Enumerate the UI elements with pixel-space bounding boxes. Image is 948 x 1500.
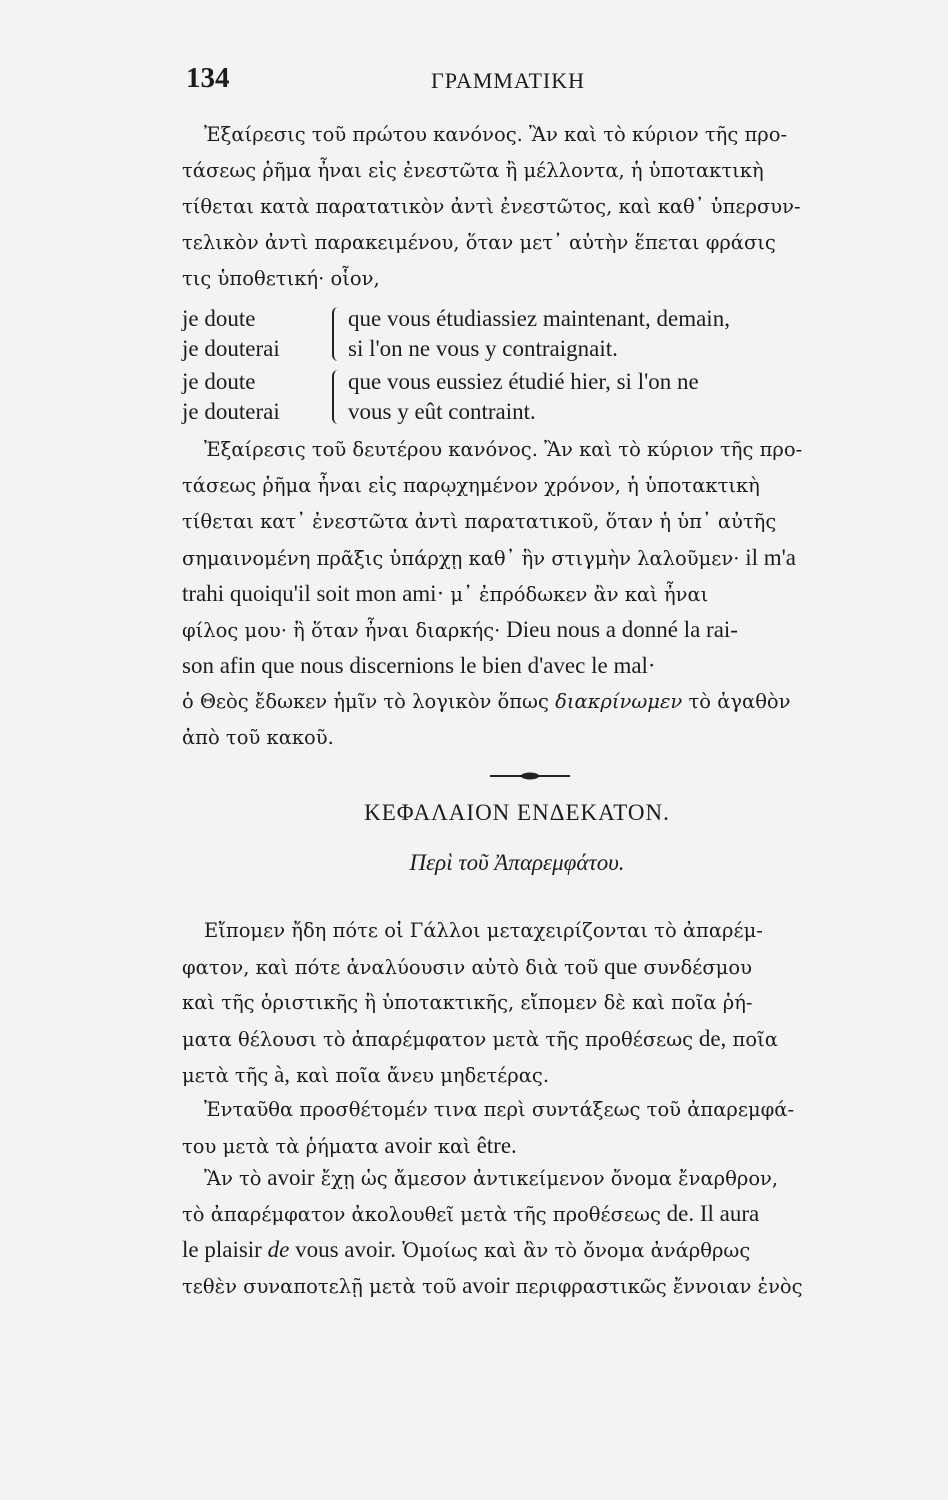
text-line [182,1268,852,1304]
paragraph-exception-second-rule [182,432,852,756]
paragraph-exception-first-rule [182,117,852,297]
chapter-title: ΚΕΦΑΛΑΙΟΝ ΕΝΔΕΚΑΤΟΝ. [364,800,670,825]
chapter-subtitle: Περὶ τοῦ Ἀπαρεμφάτου. [409,850,625,875]
greek-text: ἔχῃ ὡς ἄμεσον ἀντικείμενον ὄνομα ἔναρθρον, [314,1167,779,1190]
greek-text: Ὁμοίως καὶ ἂν τὸ ὄνομα ἀνάρθρως [396,1239,751,1262]
french-text: avoir [261,1165,315,1190]
italic-text: διακρίνωμεν [548,690,683,713]
text-line [182,1232,852,1268]
example-clause: vous y eût contraint. [348,399,536,424]
greek-text: σημαινομένη πρᾶξις ὑπάρχῃ καθ᾽ ἣν στιγμὴν λαλοῦμεν· [182,547,740,570]
french-text: de, [693,1026,727,1051]
paragraph-avoir-rule [182,1160,852,1304]
french-text: son afin que nous discernions le bien d'avec le mal· [182,653,656,678]
text-line: τάσεως ῥῆμα ἦναι εἰς παρῳχημένον χρόνον, ἡ ὑποτακτικὴ [182,474,760,497]
text-line: Ἐνταῦθα προσθέτομέν τινα περὶ συντάξεως τοῦ ἀπαρεμφά- [204,1098,795,1121]
text-line [182,684,852,720]
page-number: 134 [186,62,230,94]
paragraph-infinitive-intro [182,913,852,1093]
text-line [182,1021,852,1057]
text-line [182,1128,852,1164]
french-text: avoir [456,1273,510,1298]
text-line [182,576,852,612]
example-verb: je douterai [182,336,280,361]
text-line: καὶ τῆς ὁριστικῆς ἢ ὑποτακτικῆς, εἴπομεν δὲ καὶ ποῖα ῥή- [182,991,753,1014]
greek-text: τὸ ἀπαρέμφατον ἀκολουθεῖ μετὰ τῆς προθέσεως [182,1203,661,1226]
example-verb: je doute [182,369,256,394]
text-line: τελικὸν ἀντὶ παρακειμένου, ὅταν μετ᾽ αὐτὴν ἕπεται φράσις [182,231,776,254]
text-line: ἀπὸ τοῦ κακοῦ. [182,726,334,749]
text-line [182,1057,852,1093]
example-clause: que vous eussiez étudié hier, si l'on ne [348,369,699,394]
example-verb: je doute [182,306,256,331]
greek-text: τὸ ἀγαθὸν [682,690,791,713]
greek-text: μ᾽ ἐπρόδωκεν ἂν καὶ ἦναι [444,583,709,606]
ornamental-rule [490,771,570,781]
french-example-1 [182,304,852,364]
text-line: τάσεως ῥῆμα ἦναι εἰς ἐνεστῶτα ἢ μέλλοντα, ἡ ὑποτακτικὴ [182,159,764,182]
greek-text: ματα θέλουσι τὸ ἀπαρέμφατον μετὰ τῆς προθέσεως [182,1028,694,1051]
french-text: de. Il aura [660,1201,760,1226]
text-line: τίθεται κατὰ παρατατικὸν ἀντὶ ἐνεστῶτος, καὶ καθ᾽ ὑπερσυν- [182,195,801,218]
text-line [182,1160,852,1196]
greek-text: μετὰ τῆς [182,1064,269,1087]
text-line [182,949,852,985]
text-line: Εἴπομεν ἤδη πότε οἱ Γάλλοι μεταχειρίζονται τὸ ἀπαρέμ- [204,919,763,942]
example-clause: que vous étudiassiez maintenant, demain, [348,306,730,331]
french-text: être. [470,1133,517,1158]
greek-text: συνδέσμου [637,956,752,979]
example-clause: si l'on ne vous y contraignait. [348,336,618,361]
french-text: trahi quoiqu'il soit mon ami· [182,581,445,606]
greek-text: ὁ Θεὸς ἔδωκεν ἡμῖν τὸ λογικὸν ὅπως [182,690,549,713]
french-text: à, [268,1062,291,1087]
text-line: τις ὑποθετική· οἷον, [182,267,380,290]
french-text: il m'a [739,545,796,570]
greek-text: ποῖα [726,1028,778,1051]
french-text: vous avoir. [289,1237,397,1262]
text-line: τίθεται κατ᾽ ἐνεστῶτα ἀντὶ παρατατικοῦ, ὅταν ἡ ὑπ᾽ αὐτῆς [182,510,777,533]
greek-text: Ἂν τὸ [204,1167,262,1190]
running-title: ΓΡΑΜΜΑΤΙΚΗ [431,68,585,93]
french-text: Dieu nous a donné la rai- [500,617,738,642]
french-text: que [598,954,638,979]
greek-text: περιφραστικῶς ἔννοιαν ἑνὸς [509,1275,803,1298]
french-text: avoir [378,1133,432,1158]
text-line [182,648,852,684]
greek-text: του μετὰ τὰ ῥήματα [182,1135,379,1158]
paragraph-syntax-note [182,1092,852,1164]
greek-text: φατον, καὶ πότε ἀναλύουσιν αὐτὸ διὰ τοῦ [182,956,599,979]
text-line [182,1196,852,1232]
greek-text: καὶ ποῖα ἄνευ μηδετέρας. [290,1064,550,1087]
page-header [186,62,846,102]
text-line [182,612,852,648]
italic-text: de [261,1237,290,1262]
example-verb: je douterai [182,399,280,424]
text-line [182,540,852,576]
french-example-2 [182,367,852,427]
text-line: Ἐξαίρεσις τοῦ δευτέρου κανόνος. Ἂν καὶ τὸ κύριον τῆς προ- [204,438,803,461]
greek-text: τεθὲν συναποτελῇ μετὰ τοῦ [182,1275,457,1298]
french-text: le plaisir [182,1237,262,1262]
text-line: Ἐξαίρεσις τοῦ πρώτου κανόνος. Ἂν καὶ τὸ κύριον τῆς προ- [204,123,788,146]
greek-text: καὶ [431,1135,471,1158]
greek-text: φίλος μου· ἢ ὅταν ἦναι διαρκής· [182,619,501,642]
